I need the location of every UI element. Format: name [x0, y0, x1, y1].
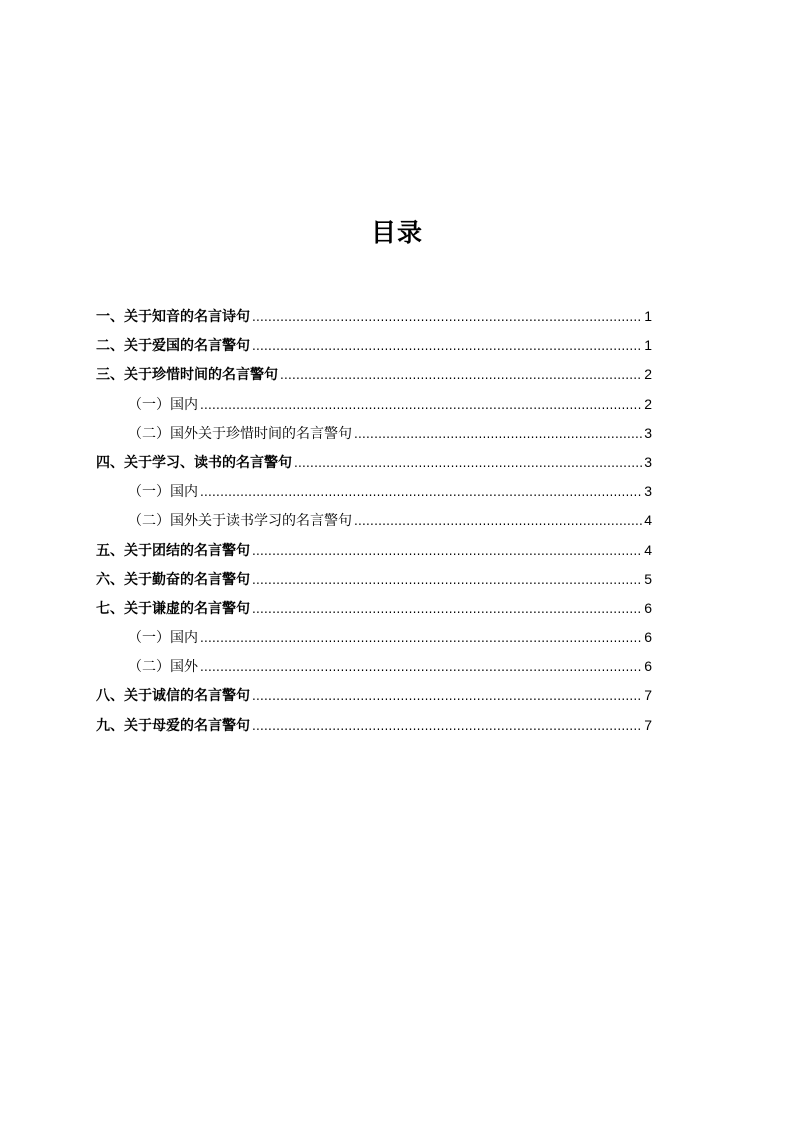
- toc-leader-dots: [280, 361, 642, 390]
- toc-entry-label: 七、关于谦虚的名言警句: [96, 600, 250, 617]
- toc-entry[interactable]: [96, 360, 652, 389]
- toc-title: 目录: [370, 217, 423, 247]
- toc-leader-dots: [252, 595, 642, 624]
- toc-entry-page: 2: [644, 395, 652, 412]
- toc-entry-label: （一）国内: [128, 630, 198, 647]
- toc-leader-dots: [252, 712, 642, 741]
- toc-leader-dots: [252, 303, 642, 332]
- toc-subentry[interactable]: [96, 623, 652, 652]
- toc-subentry[interactable]: [96, 419, 652, 448]
- toc-leader-dots: [354, 420, 642, 449]
- toc-entry-label: 六、关于勤奋的名言警句: [96, 571, 250, 588]
- toc-entry[interactable]: [96, 565, 652, 594]
- toc-entry-label: 一、关于知音的名言诗句: [96, 309, 250, 325]
- toc-entry-label: 五、关于团结的名言警句: [96, 542, 250, 559]
- toc-entry[interactable]: [96, 536, 652, 565]
- toc-entry-page: 3: [644, 424, 652, 441]
- toc-entry-label: （二）国外关于珍惜时间的名言警句: [128, 425, 352, 442]
- toc-entry[interactable]: [96, 681, 652, 710]
- toc-leader-dots: [252, 332, 642, 361]
- toc-leader-dots: [354, 507, 642, 536]
- toc-entry-page: 6: [644, 629, 652, 646]
- toc-entry-page: 6: [644, 658, 652, 675]
- toc-leader-dots: [200, 653, 642, 682]
- toc-subentry[interactable]: [96, 390, 652, 419]
- toc-entry-page: 6: [644, 599, 652, 616]
- toc-entry[interactable]: [96, 448, 652, 477]
- toc-entry-page: 1: [644, 308, 652, 324]
- toc-leader-dots: [252, 537, 642, 566]
- toc-subentry[interactable]: [96, 477, 652, 506]
- toc-entry-page: 7: [644, 716, 652, 733]
- toc-entry[interactable]: [96, 594, 652, 623]
- toc-entry-label: （二）国外: [128, 659, 198, 676]
- toc-leader-dots: [294, 449, 642, 478]
- toc-entry-label: 九、关于母爱的名言警句: [96, 717, 250, 734]
- toc-leader-dots: [200, 624, 642, 653]
- toc-entry-page: 5: [644, 570, 652, 587]
- toc-entry-label: 八、关于诚信的名言警句: [96, 688, 250, 705]
- toc-entry-page: 4: [644, 512, 652, 529]
- toc-entry-label: （一）国内: [128, 484, 198, 501]
- toc-entry-label: （二）国外关于读书学习的名言警句: [128, 513, 352, 530]
- toc-entry-page: 3: [644, 483, 652, 500]
- toc-entry-label: （一）国内: [128, 396, 198, 413]
- toc-entry-page: 1: [644, 337, 652, 354]
- toc-leader-dots: [252, 566, 642, 595]
- toc-leader-dots: [252, 682, 642, 711]
- toc-entry[interactable]: [96, 331, 652, 360]
- toc-entry-page: 7: [644, 687, 652, 704]
- toc-list: [96, 302, 652, 740]
- toc-entry-label: 三、关于珍惜时间的名言警句: [96, 367, 278, 384]
- toc-leader-dots: [200, 478, 642, 507]
- toc-entry-label: 四、关于学习、读书的名言警句: [96, 454, 292, 471]
- toc-subentry[interactable]: [96, 652, 652, 681]
- toc-entry-label: 二、关于爱国的名言警句: [96, 338, 250, 355]
- toc-entry[interactable]: [96, 711, 652, 740]
- toc-subentry[interactable]: [96, 506, 652, 535]
- toc-entry-page: 4: [644, 541, 652, 558]
- toc-entry-page: 2: [644, 366, 652, 383]
- toc-leader-dots: [200, 391, 642, 420]
- toc-entry[interactable]: [96, 302, 652, 331]
- toc-entry-page: 3: [644, 453, 652, 470]
